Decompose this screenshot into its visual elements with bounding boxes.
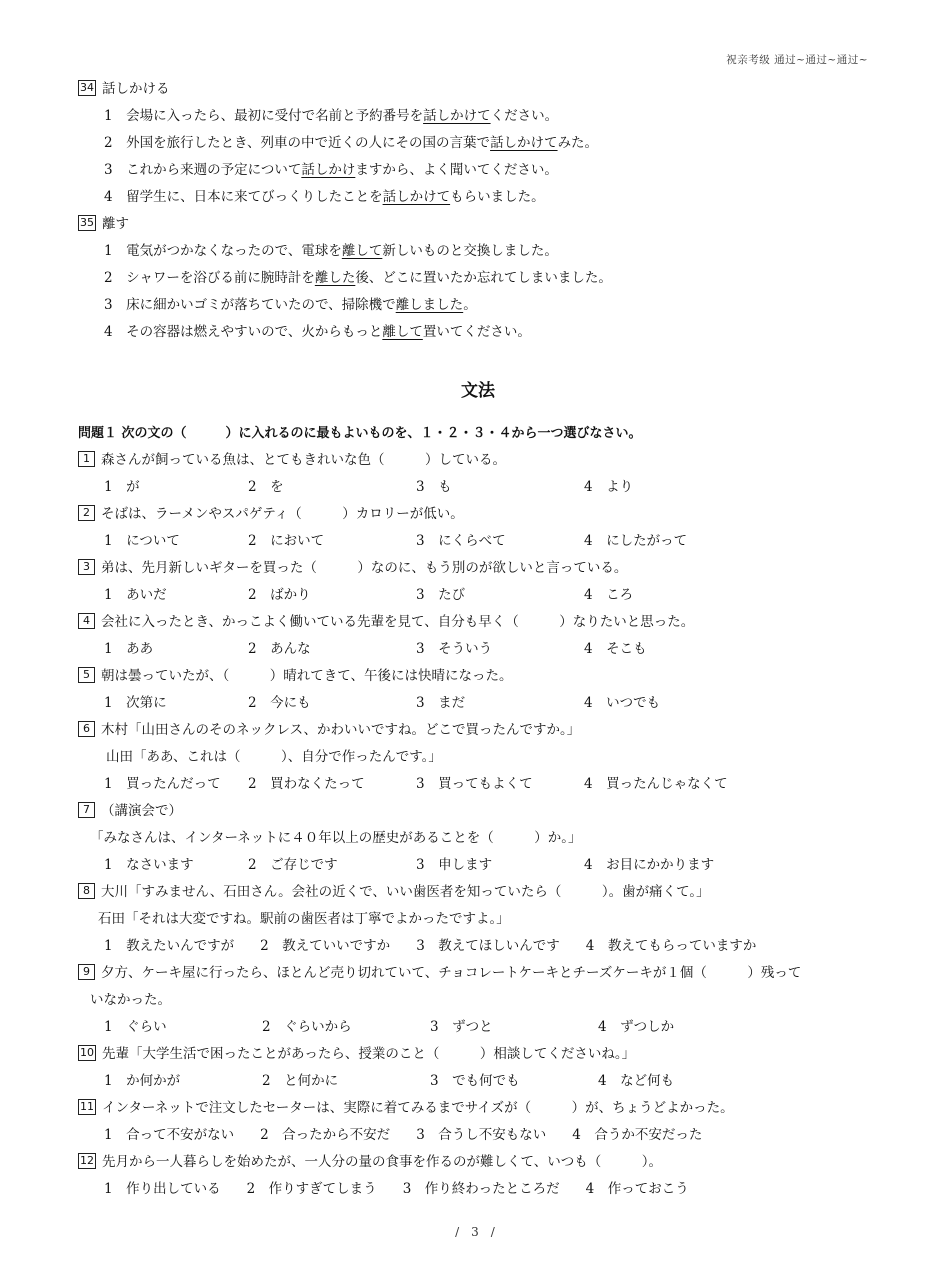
section-title: 文法	[461, 381, 495, 401]
question-line: 石田「それは大変ですね。駅前の歯医者は丁寧でよかったですよ。」	[98, 911, 510, 927]
vocab-option: 4 留学生に、日本に来てびっくりしたことを話しかけてもらいました。	[104, 189, 545, 205]
question-number: 11	[80, 1100, 94, 1113]
choice-row: 1 買ったんだって 2 買わなくたって 3 買ってもよくて 4 買ったんじゃなくて	[104, 776, 728, 792]
vocab-option: 2 シャワーを浴びる前に腕時計を離した後、どこに置いたか忘れてしまいました。	[104, 270, 612, 286]
choice-row: 1 あいだ 2 ばかり 3 たび 4 ころ	[104, 587, 634, 603]
choice-row: 1 なさいます 2 ご存じです 3 申します 4 お目にかかります	[104, 857, 715, 873]
vocab-word: 離す	[102, 216, 129, 232]
question: 7 （講演会で）	[78, 798, 878, 825]
page-number: / 3 /	[455, 1225, 495, 1239]
document-body	[78, 76, 878, 1203]
vocab-word: 話しかける	[102, 81, 170, 97]
question: 2 そばは、ラーメンやスパゲティ（ ）カロリーが低い。	[78, 501, 878, 528]
vocab-question	[78, 76, 878, 103]
question-number: 6	[78, 721, 95, 737]
vocab-option: 4 その容器は燃えやすいので、火からもっと離して置いてください。	[104, 324, 531, 340]
question: 12 先月から一人暮らしを始めたが、一人分の量の食事を作るのが難しくて、いつも（ ）。	[80, 1154, 662, 1170]
choice-row: 1 ぐらい 2 ぐらいから 3 ずつと 4 ずつしか	[104, 1019, 675, 1035]
page-header: 祝亲考级 通过~通过~通过~	[726, 54, 868, 66]
question-number: 5	[78, 667, 95, 683]
question-number: 7	[78, 802, 95, 818]
vocab-option: 3 床に細かいゴミが落ちていたので、掃除機で離しました。	[104, 297, 477, 313]
question-number: 35	[80, 216, 94, 229]
question: 3 弟は、先月新しいギターを買った（ ）なのに、もう別のが欲しいと言っている。	[78, 555, 878, 582]
question: 5 朝は曇っていたが、（ ）晴れてきて、午後には快晴になった。	[78, 663, 878, 690]
instruction: 問題１ 次の文の（ ）に入れるのに最もよいものを、１・２・３・４から一つ選びなさい。	[78, 426, 642, 441]
choice-row: 1 教えたいんですが 2 教えていいですか 3 教えてほしいんです 4 教えてもらっていますか	[104, 938, 757, 954]
question-number: 8	[78, 883, 95, 899]
question: 6 木村「山田さんのそのネックレス、かわいいですね。どこで買ったんですか。」	[78, 717, 878, 744]
question-line: いなかった。	[90, 992, 171, 1008]
question-line: 「みなさんは、インターネットに４０年以上の歴史があることを（ ）か。」	[90, 830, 582, 846]
choice-row: 1 が 2 を 3 も 4 より	[104, 479, 634, 495]
vocab-option: 1 電気がつかなくなったので、電球を離して新しいものと交換しました。	[104, 243, 558, 259]
question: 10 先輩「大学生活で困ったことがあったら、授業のこと（ ）相談してくださいね。」	[80, 1046, 636, 1062]
choice-row: 1 について 2 において 3 にくらべて 4 にしたがって	[104, 533, 688, 549]
question: 1 森さんが飼っている魚は、とてもきれいな色（ ）している。	[78, 447, 878, 474]
question-number: 12	[80, 1154, 94, 1167]
question: 9 夕方、ケーキ屋に行ったら、ほとんど売り切れていて、チョコレートケーキとチーズケーキが１個（ ）残って	[78, 960, 878, 987]
question: 11 インターネットで注文したセーターは、実際に着てみるまでサイズが（ ）が、ちょうどよかった。	[80, 1100, 734, 1116]
choice-row: 1 ああ 2 あんな 3 そういう 4 そこも	[104, 641, 647, 657]
choice-row: 1 か何かが 2 と何かに 3 でも何でも 4 など何も	[104, 1073, 675, 1089]
choice-row: 1 次第に 2 今にも 3 まだ 4 いつでも	[104, 695, 661, 711]
question: 8 大川「すみません、石田さん。会社の近くで、いい歯医者を知っていたら（ ）。歯が痛くて。」	[78, 879, 878, 906]
question-number: 34	[80, 81, 94, 94]
question-number: 2	[78, 505, 95, 521]
question-number: 10	[80, 1046, 94, 1059]
choice-row: 1 合って不安がない 2 合ったから不安だ 3 合うし不安もない 4 合うか不安だった	[104, 1127, 703, 1143]
vocab-option: 1 会場に入ったら、最初に受付で名前と予約番号を話しかけてください。	[104, 108, 559, 124]
question: 4 会社に入ったとき、かっこよく働いている先輩を見て、自分も早く（ ）なりたいと思った。	[78, 609, 878, 636]
choice-row: 1 作り出している 2 作りすぎてしまう 3 作り終わったところだ 4 作っておこう	[104, 1181, 689, 1197]
vocab-question	[78, 211, 878, 238]
question-number: 4	[78, 613, 95, 629]
question-number: 9	[78, 964, 95, 980]
question-number: 1	[78, 451, 95, 467]
question-line: 山田「ああ、これは（ ）、自分で作ったんです。」	[106, 749, 442, 765]
vocab-option: 3 これから来週の予定について話しかけますから、よく聞いてください。	[104, 162, 558, 178]
vocab-option: 2 外国を旅行したとき、列車の中で近くの人にその国の言葉で話しかけてみた。	[104, 135, 599, 151]
question-number: 3	[78, 559, 95, 575]
